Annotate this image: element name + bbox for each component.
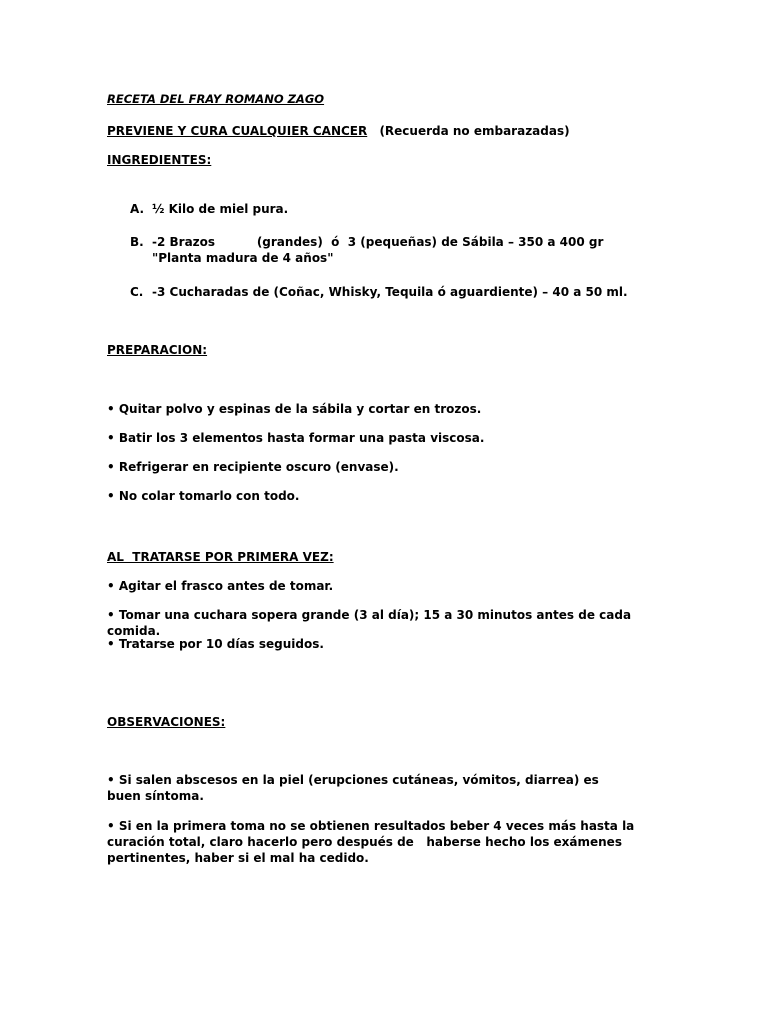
observations-heading: OBSERVACIONES: <box>107 715 226 729</box>
preparation-step: • No colar tomarlo con todo. <box>107 489 300 503</box>
ingredient-letter: A. <box>130 202 145 216</box>
first-treatment-heading: AL TRATARSE POR PRIMERA VEZ: <box>107 550 334 564</box>
ingredient-letter: B. <box>130 235 144 249</box>
preparation-step: • Quitar polvo y espinas de la sábila y cortar en trozos. <box>107 402 482 416</box>
observation-item: • Si salen abscesos en la piel (erupciones cutáneas, vómitos, diarrea) es buen síntoma. <box>107 773 599 803</box>
ingredient-text: -3 Cucharadas de (Coñac, Whisky, Tequila ó aguardiente) – 40 a 50 ml. <box>152 285 628 299</box>
subtitle-main: PREVIENE Y CURA CUALQUIER CANCER <box>107 124 368 138</box>
preparation-step: • Batir los 3 elementos hasta formar una pasta viscosa. <box>107 431 485 445</box>
ingredient-item-b <box>130 234 650 266</box>
treatment-step: • Tomar una cuchara sopera grande (3 al día); 15 a 30 minutos antes de cada comida. <box>107 608 632 638</box>
ingredient-item-a <box>130 201 650 217</box>
observation-item: • Si en la primera toma no se obtienen resultados beber 4 veces más hasta la curación total, claro hacerlo pero después de haberse hecho los exámenes pertinentes, haber si el mal ha cedido. <box>107 819 639 865</box>
ingredient-letter: C. <box>130 285 144 299</box>
ingredient-item-c <box>130 284 650 300</box>
subtitle-note: (Recuerda no embarazadas) <box>379 124 570 138</box>
recipe-title: RECETA DEL FRAY ROMANO ZAGO <box>107 92 325 106</box>
ingredient-text: -2 Brazos (grandes) ó 3 (pequeñas) de Sábila – 350 a 400 gr "Planta madura de 4 años" <box>152 235 608 265</box>
preparation-step: • Refrigerar en recipiente oscuro (envase). <box>107 460 399 474</box>
treatment-step: • Tratarse por 10 días seguidos. <box>107 637 324 651</box>
ingredients-heading: INGREDIENTES: <box>107 153 212 167</box>
treatment-step: • Agitar el frasco antes de tomar. <box>107 579 334 593</box>
subtitle-line <box>107 123 570 139</box>
preparation-heading: PREPARACION: <box>107 343 208 357</box>
ingredient-text: ½ Kilo de miel pura. <box>152 202 289 216</box>
